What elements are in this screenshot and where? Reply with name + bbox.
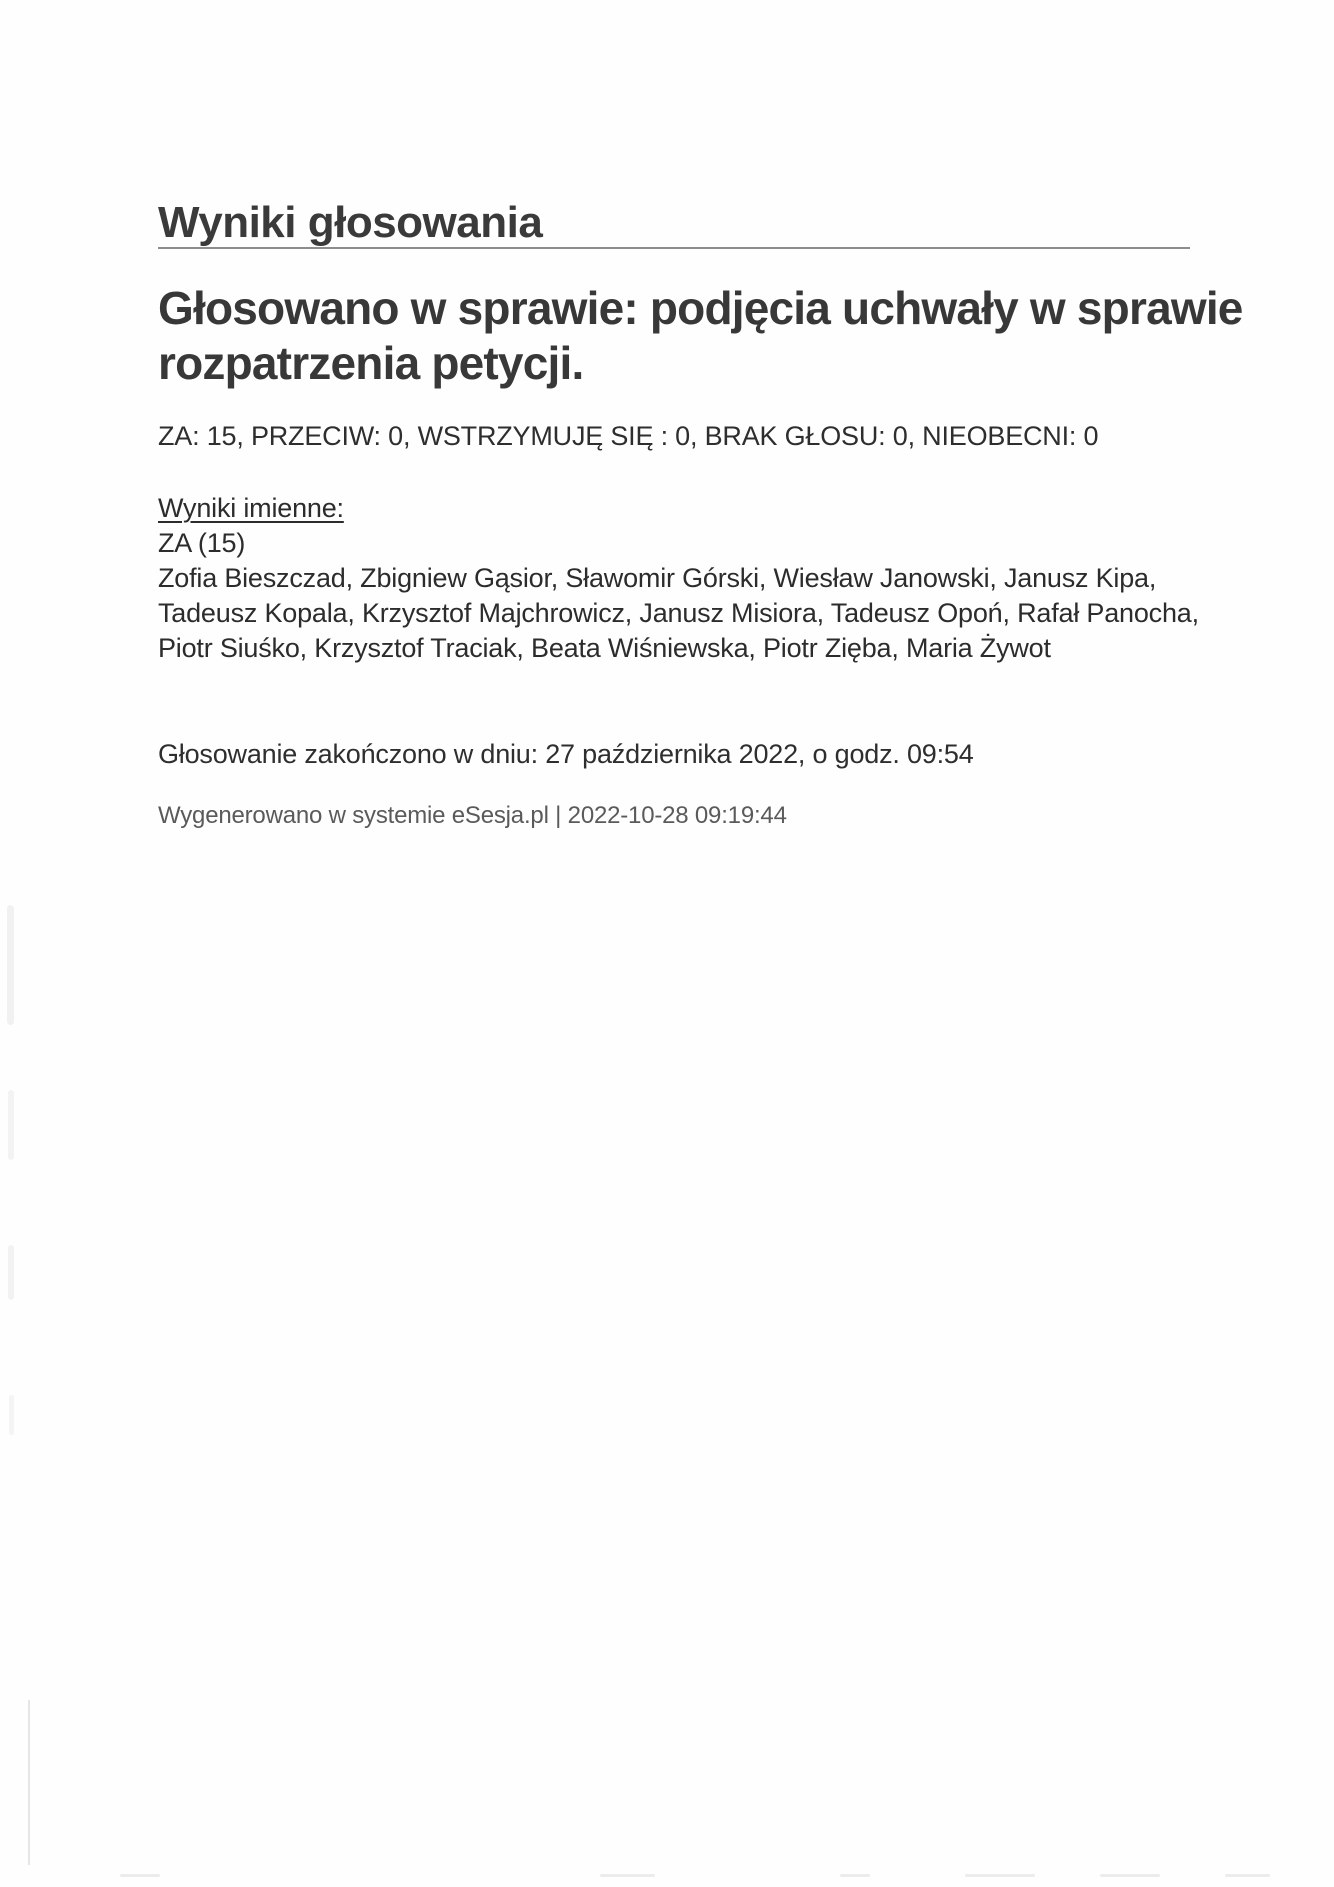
- vote-group-za-label: ZA (15): [158, 528, 246, 558]
- vote-closed-line: Głosowanie zakończono w dniu: 27 października 2022, o godz. 09:54: [158, 739, 974, 769]
- title-divider: [158, 247, 1190, 249]
- vote-subject-line-1: Głosowano w sprawie: podjęcia uchwały w sprawie: [158, 282, 1243, 334]
- named-results-block: [158, 491, 1199, 666]
- vote-subject-line-2: rozpatrzenia petycji.: [158, 337, 584, 389]
- scan-artifact-left-smudge: [8, 1090, 14, 1160]
- vote-group-za-names-line-3: Piotr Siuśko, Krzysztof Traciak, Beata Wiśniewska, Piotr Zięba, Maria Żywot: [158, 633, 1051, 663]
- vote-summary-line: ZA: 15, PRZECIW: 0, WSTRZYMUJĘ SIĘ : 0, BRAK GŁOSU: 0, NIEOBECNI: 0: [158, 421, 1099, 451]
- page-title: Wyniki głosowania: [158, 198, 543, 248]
- scan-artifact-left-smudge: [8, 1245, 14, 1300]
- named-results-label: Wyniki imienne:: [158, 493, 344, 523]
- scan-artifact-left-smudge: [9, 1395, 14, 1435]
- vote-subject-heading: [158, 281, 1243, 391]
- scan-artifact-left-smudge: [7, 905, 14, 1025]
- vote-group-za-names-line-2: Tadeusz Kopala, Krzysztof Majchrowicz, Janusz Misiora, Tadeusz Opoń, Rafał Panocha,: [158, 598, 1199, 628]
- scan-artifact-bottom-dashes: [0, 1874, 1334, 1879]
- scan-artifact-left-line: [28, 1700, 30, 1865]
- vote-group-za-names-line-1: Zofia Bieszczad, Zbigniew Gąsior, Sławomir Górski, Wiesław Janowski, Janusz Kipa,: [158, 563, 1157, 593]
- generated-footer-line: Wygenerowano w systemie eSesja.pl | 2022-10-28 09:19:44: [158, 802, 787, 829]
